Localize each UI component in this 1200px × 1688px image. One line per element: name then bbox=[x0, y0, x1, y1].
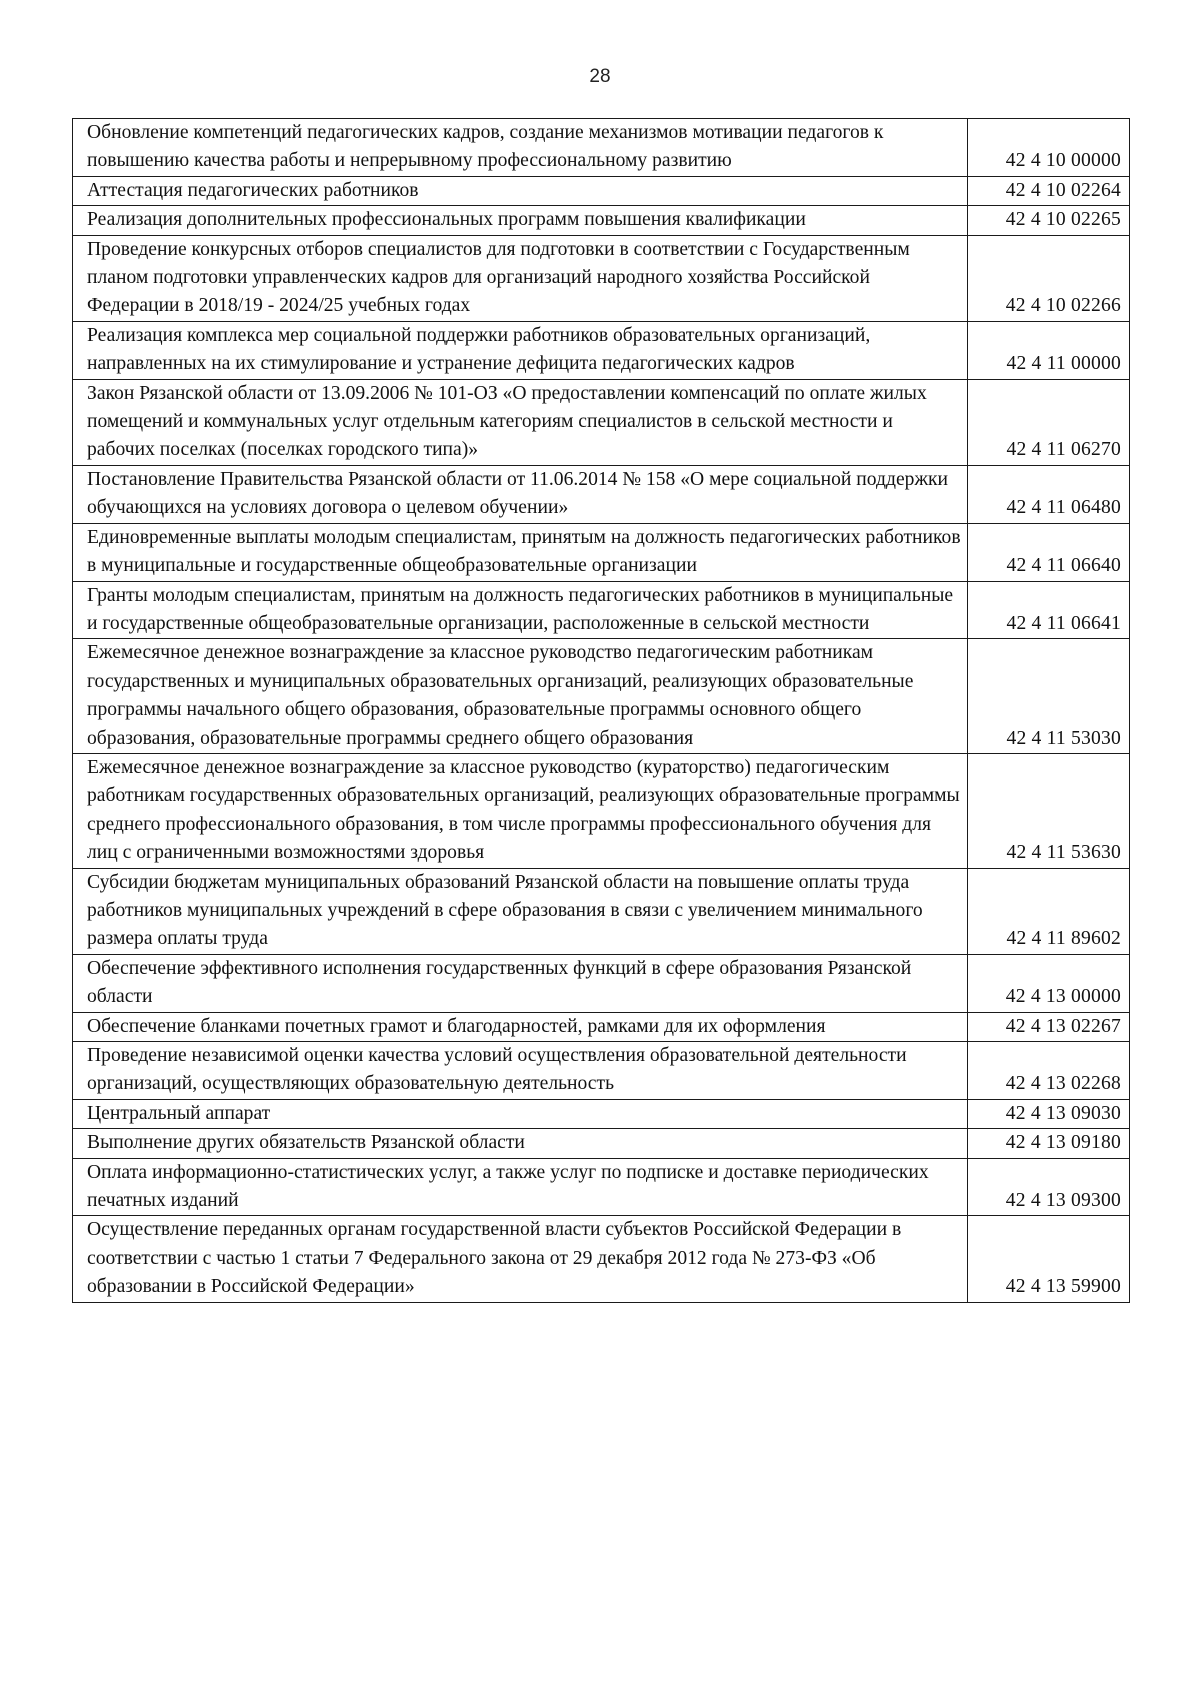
table-row bbox=[73, 379, 1130, 465]
row-code: 42 4 11 00000 bbox=[968, 321, 1130, 379]
row-description: Реализация комплекса мер социальной поддержки работников образовательных организаций, направленных на их стимулирование и устранение дефицита педагогических кадров bbox=[73, 321, 968, 379]
table-row bbox=[73, 1099, 1130, 1128]
row-code: 42 4 13 00000 bbox=[968, 954, 1130, 1012]
table-row bbox=[73, 753, 1130, 868]
table-row bbox=[73, 639, 1130, 754]
table-row bbox=[73, 321, 1130, 379]
row-description: Реализация дополнительных профессиональных программ повышения квалификации bbox=[73, 206, 968, 235]
row-code: 42 4 13 02267 bbox=[968, 1012, 1130, 1041]
row-description: Единовременные выплаты молодым специалистам, принятым на должность педагогических работников в муниципальные и государственные общеобразовательные организации bbox=[73, 523, 968, 581]
table-row bbox=[73, 465, 1130, 523]
row-code: 42 4 13 02268 bbox=[968, 1042, 1130, 1100]
table-row bbox=[73, 206, 1130, 235]
row-code: 42 4 11 06640 bbox=[968, 523, 1130, 581]
row-description: Центральный аппарат bbox=[73, 1099, 968, 1128]
row-description: Обеспечение бланками почетных грамот и благодарностей, рамками для их оформления bbox=[73, 1012, 968, 1041]
row-description: Ежемесячное денежное вознаграждение за классное руководство педагогическим работникам государственных и муниципальных образовательных организаций, реализующих образовательные программы начального общего образования, образовательные программы основного общего образования, образовательные программы среднего общего образования bbox=[73, 639, 968, 754]
row-description: Закон Рязанской области от 13.09.2006 № 101-ОЗ «О предоставлении компенсаций по оплате жилых помещений и коммунальных услуг отдельным категориям специалистов в сельской местности и рабочих поселках (поселках городского типа)» bbox=[73, 379, 968, 465]
row-description: Гранты молодым специалистам, принятым на должность педагогических работников в муниципальные и государственные общеобразовательные организации, расположенные в сельской местности bbox=[73, 581, 968, 639]
row-description: Проведение конкурсных отборов специалистов для подготовки в соответствии с Государственным планом подготовки управленческих кадров для организаций народного хозяйства Российской Федерации в 2018/19 - 2024/25 учебных годах bbox=[73, 235, 968, 321]
row-code: 42 4 13 09300 bbox=[968, 1158, 1130, 1216]
table-row bbox=[73, 1158, 1130, 1216]
table-row bbox=[73, 954, 1130, 1012]
row-description: Выполнение других обязательств Рязанской области bbox=[73, 1129, 968, 1158]
row-description: Постановление Правительства Рязанской области от 11.06.2014 № 158 «О мере социальной поддержки обучающихся на условиях договора о целевом обучении» bbox=[73, 465, 968, 523]
table-row bbox=[73, 235, 1130, 321]
table-row bbox=[73, 1129, 1130, 1158]
table-row bbox=[73, 1216, 1130, 1302]
row-code: 42 4 11 53630 bbox=[968, 753, 1130, 868]
row-description: Проведение независимой оценки качества условий осуществления образовательной деятельности организаций, осуществляющих образовательную деятельность bbox=[73, 1042, 968, 1100]
row-description: Осуществление переданных органам государственной власти субъектов Российской Федерации в соответствии с частью 1 статьи 7 Федерального закона от 29 декабря 2012 года № 273-ФЗ «Об образовании в Российской Федерации» bbox=[73, 1216, 968, 1302]
row-code: 42 4 13 09030 bbox=[968, 1099, 1130, 1128]
table-row bbox=[73, 119, 1130, 177]
table-row bbox=[73, 176, 1130, 205]
table-row bbox=[73, 868, 1130, 954]
row-description: Обновление компетенций педагогических кадров, создание механизмов мотивации педагогов к повышению качества работы и непрерывному профессиональному развитию bbox=[73, 119, 968, 177]
row-description: Аттестация педагогических работников bbox=[73, 176, 968, 205]
table-row bbox=[73, 1012, 1130, 1041]
table-row bbox=[73, 581, 1130, 639]
table-body bbox=[73, 119, 1130, 1303]
row-code: 42 4 13 09180 bbox=[968, 1129, 1130, 1158]
row-code: 42 4 11 53030 bbox=[968, 639, 1130, 754]
row-code: 42 4 11 89602 bbox=[968, 868, 1130, 954]
row-code: 42 4 10 02266 bbox=[968, 235, 1130, 321]
budget-classification-table bbox=[72, 118, 1130, 1303]
table-row bbox=[73, 523, 1130, 581]
row-code: 42 4 11 06270 bbox=[968, 379, 1130, 465]
table-row bbox=[73, 1042, 1130, 1100]
row-description: Субсидии бюджетам муниципальных образований Рязанской области на повышение оплаты труда работников муниципальных учреждений в сфере образования в связи с увеличением минимального размера оплаты труда bbox=[73, 868, 968, 954]
row-description: Ежемесячное денежное вознаграждение за классное руководство (кураторство) педагогическим работникам государственных образовательных организаций, реализующих образовательные программы среднего профессионального образования, в том числе программы профессионального обучения для лиц с ограниченными возможностями здоровья bbox=[73, 753, 968, 868]
row-code: 42 4 13 59900 bbox=[968, 1216, 1130, 1302]
row-code: 42 4 10 00000 bbox=[968, 119, 1130, 177]
row-description: Оплата информационно-статистических услуг, а также услуг по подписке и доставке периодических печатных изданий bbox=[73, 1158, 968, 1216]
page-number: 28 bbox=[589, 66, 611, 87]
row-code: 42 4 11 06641 bbox=[968, 581, 1130, 639]
row-code: 42 4 11 06480 bbox=[968, 465, 1130, 523]
row-description: Обеспечение эффективного исполнения государственных функций в сфере образования Рязанской области bbox=[73, 954, 968, 1012]
row-code: 42 4 10 02265 bbox=[968, 206, 1130, 235]
row-code: 42 4 10 02264 bbox=[968, 176, 1130, 205]
